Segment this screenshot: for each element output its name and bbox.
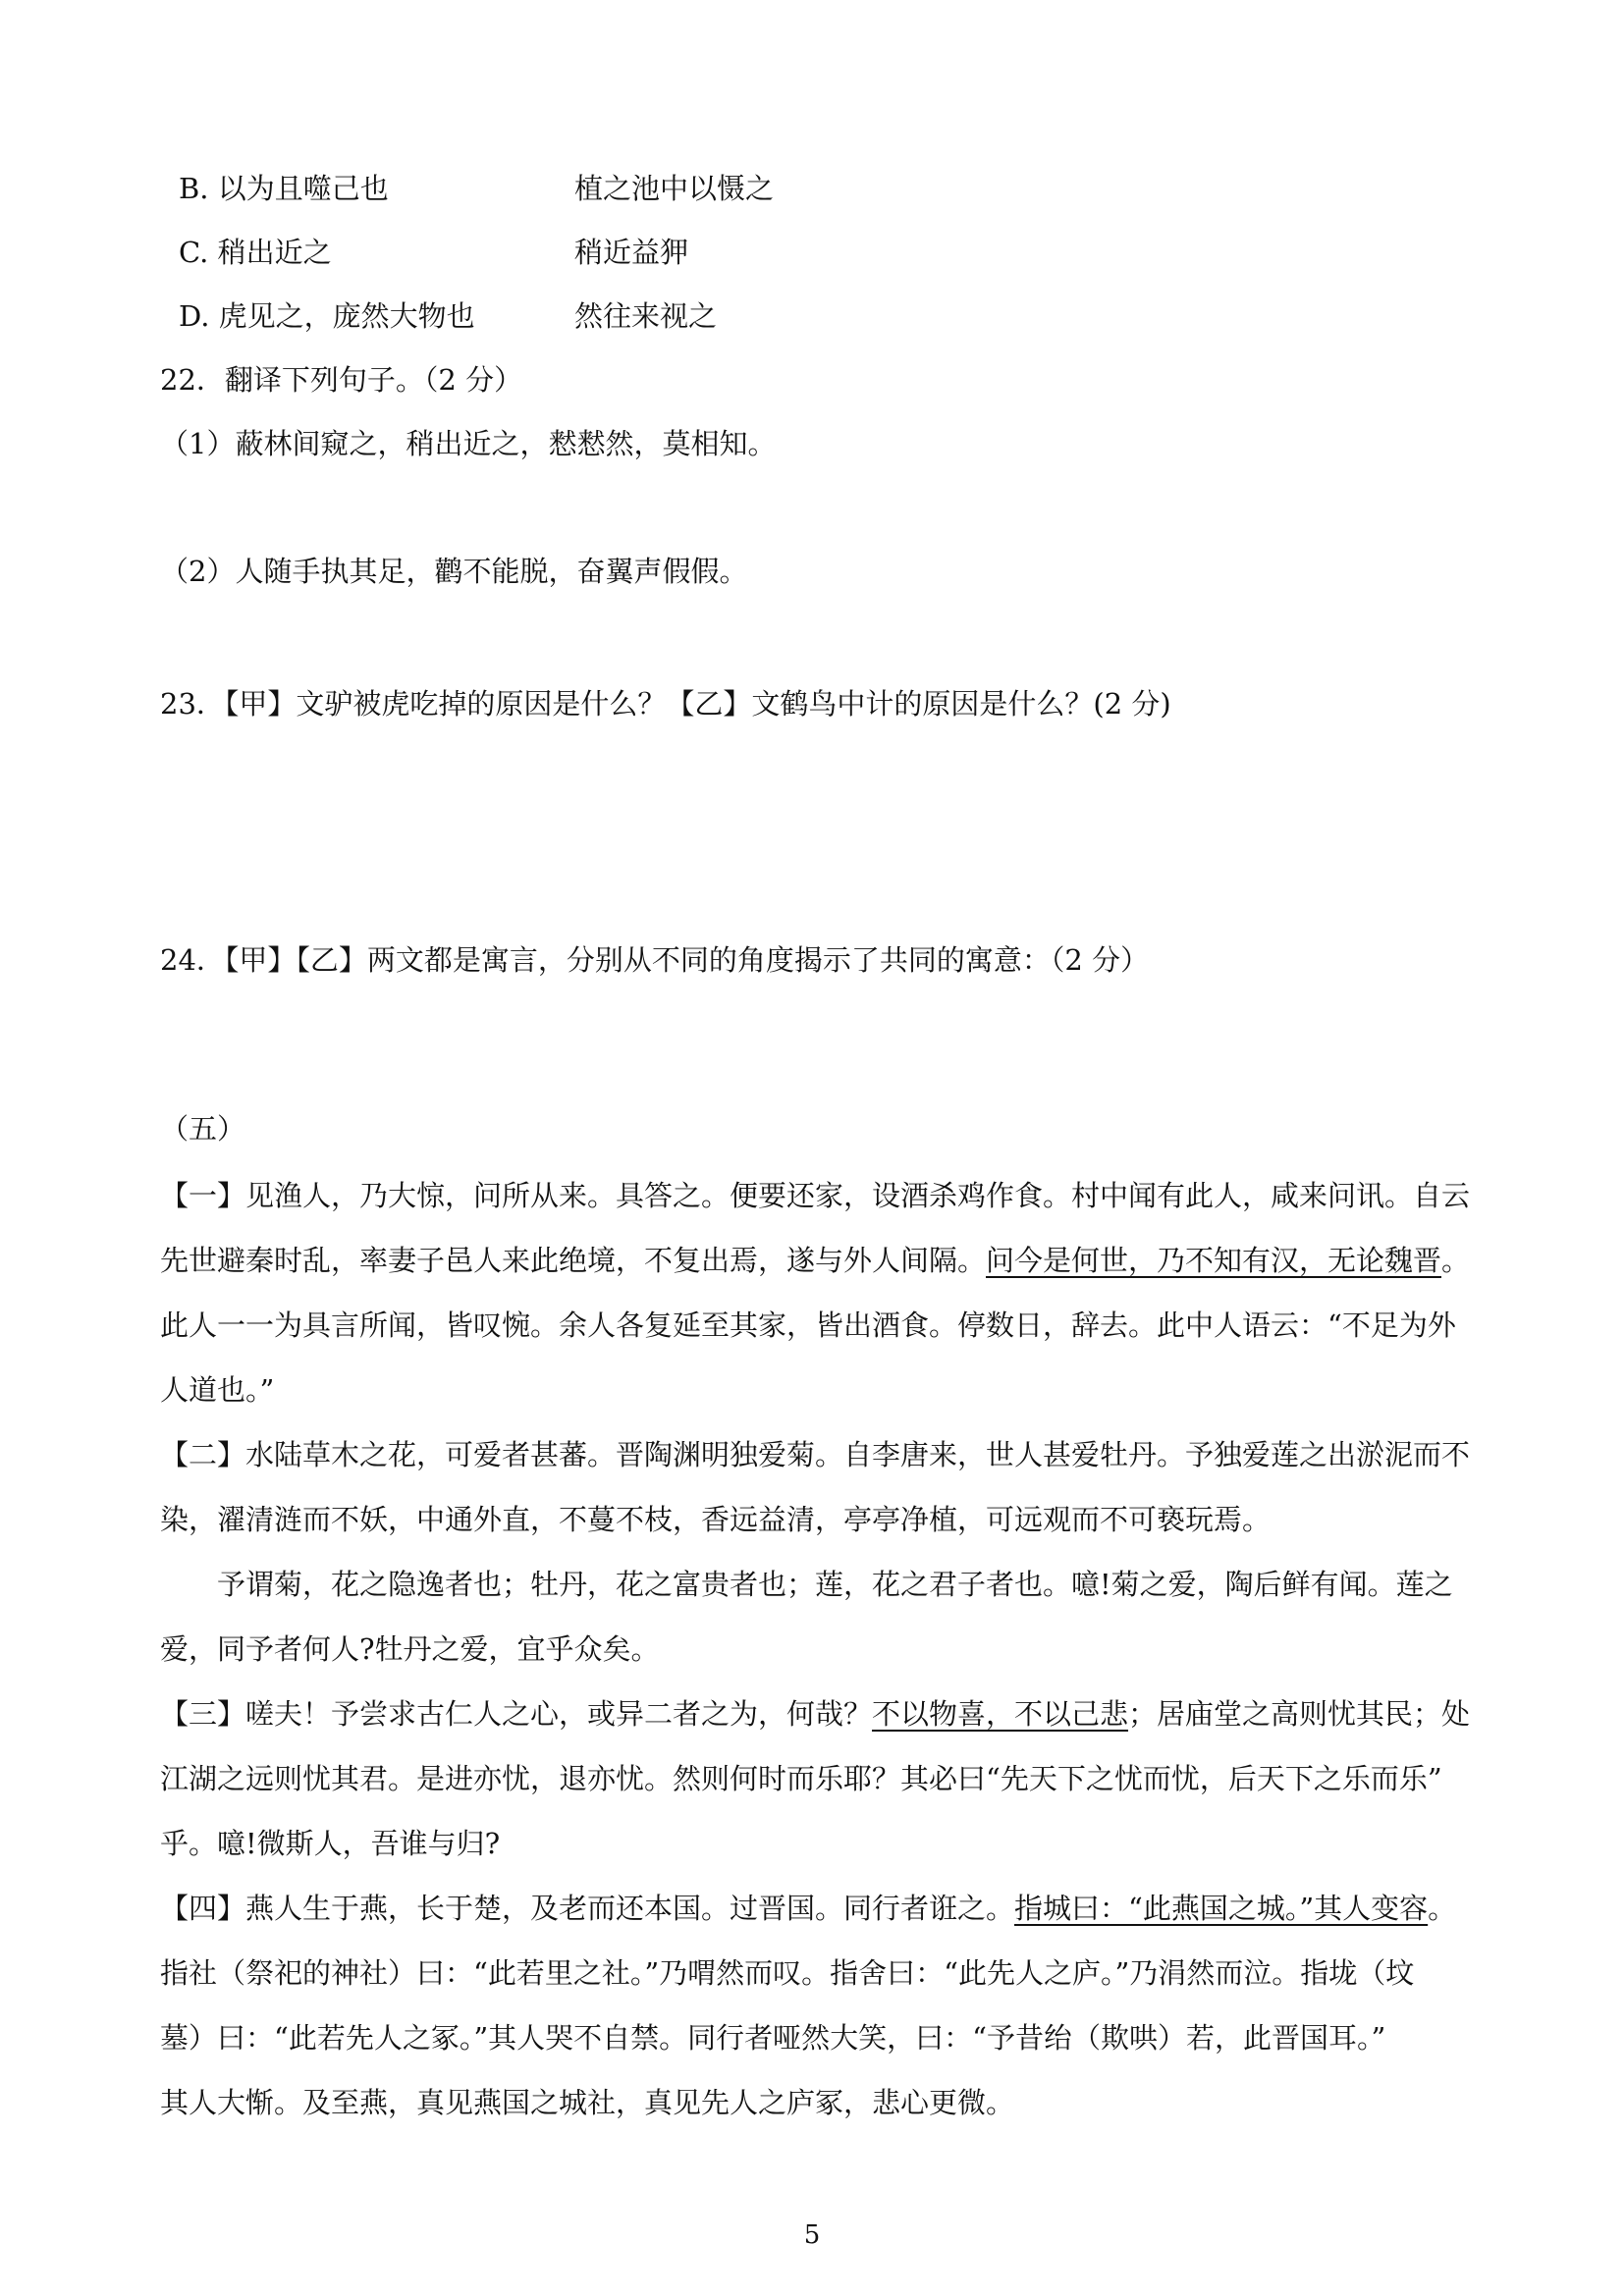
option-b-right: 植之池中以慑之 bbox=[574, 172, 775, 205]
section-5-heading: （五） bbox=[160, 1112, 246, 1146]
underlined-sentence: 指城曰：“此燕国之城。”其人变容 bbox=[1014, 1892, 1429, 1925]
question-24: 24．【甲】【乙】两文都是寓言，分别从不同的角度揭示了共同的寓意：（2 分） bbox=[160, 943, 1150, 977]
passage-1-line-2 bbox=[160, 1241, 1476, 1280]
passage-3-line-1 bbox=[160, 1694, 1476, 1734]
passage-3-text-cont: ；居庙堂之高则忧其民；处 bbox=[1128, 1697, 1471, 1731]
question-23: 23．【甲】文驴被虎吃掉的原因是什么？【乙】文鹤鸟中计的原因是什么？(2 分) bbox=[160, 687, 1171, 721]
question-22-sentence-2: （2）人随手执其足，鹳不能脱，奋翼声假假。 bbox=[160, 555, 748, 588]
passage-4-line-3: 墓）曰：“此若先人之冢。”其人哭不自禁。同行者哑然大笑，曰：“予昔绐（欺哄）若，此晋国耳。” bbox=[160, 2021, 1386, 2055]
passage-2-line-2: 染，濯清涟而不妖，中通外直，不蔓不枝，香远益清，亭亭净植，可远观而不可亵玩焉。 bbox=[160, 1503, 1272, 1536]
question-22-sentence-1: （1）蔽林间窥之，稍出近之，慭慭然，莫相知。 bbox=[160, 427, 777, 460]
option-d-right: 然往来视之 bbox=[574, 299, 718, 333]
option-c-left: C. 稍出近之 bbox=[179, 236, 332, 269]
passage-1-line-4: 人道也。” bbox=[160, 1373, 275, 1407]
underlined-sentence: 问今是何世，乃不知有汉，无论魏晋 bbox=[986, 1244, 1442, 1277]
passage-3-line-2: 江湖之远则忧其君。是进亦忧，退亦忧。然则何时而乐耶？其必曰“先天下之忧而忧，后天下之乐而乐” bbox=[160, 1762, 1442, 1795]
passage-1-line-1: 【一】见渔人，乃大惊，问所从来。具答之。便要还家，设酒杀鸡作食。村中闻有此人，咸来问讯。自云 bbox=[160, 1179, 1471, 1212]
punctuation: 。 bbox=[1428, 1892, 1457, 1925]
option-d-left: D. 虎见之，庞然大物也 bbox=[179, 299, 475, 333]
passage-3-text: 【三】嗟夫！予尝求古仁人之心，或异二者之为，何哉？ bbox=[160, 1697, 873, 1731]
page-number: 5 bbox=[803, 2220, 821, 2250]
passage-2-line-4: 爱，同予者何人?牡丹之爱，宜乎众矣。 bbox=[160, 1632, 660, 1666]
passage-3-line-3: 乎。噫!微斯人，吾谁与归? bbox=[160, 1827, 501, 1860]
punctuation: 。 bbox=[1441, 1244, 1471, 1277]
underlined-sentence: 不以物喜，不以己悲 bbox=[872, 1697, 1129, 1731]
passage-4-text: 【四】燕人生于燕，长于楚，及老而还本国。过晋国。同行者诳之。 bbox=[160, 1892, 1015, 1925]
option-c-right: 稍近益狎 bbox=[574, 236, 689, 269]
passage-4-line-2: 指社（祭祀的神社）曰：“此若里之社。”乃喟然而叹。指舍曰：“此先人之庐。”乃涓然而泣。指垅（坟 bbox=[160, 1956, 1415, 1990]
passage-4-line-1 bbox=[160, 1889, 1476, 1928]
passage-1-line-3: 此人一一为具言所闻，皆叹惋。余人各复延至其家，皆出酒食。停数日，辞去。此中人语云：“不足为外 bbox=[160, 1308, 1456, 1342]
passage-4-line-4: 其人大惭。及至燕，真见燕国之城社，真见先人之庐冢，悲心更微。 bbox=[160, 2086, 1015, 2119]
passage-1-text: 先世避秦时乱，率妻子邑人来此绝境，不复出焉，遂与外人间隔。 bbox=[160, 1244, 987, 1277]
question-22-title: 22．翻译下列句子。（2 分） bbox=[160, 363, 523, 397]
passage-2-line-3: 予谓菊，花之隐逸者也；牡丹，花之富贵者也；莲，花之君子者也。噫!菊之爱，陶后鲜有闻。莲之 bbox=[217, 1568, 1453, 1601]
option-b-left: B. 以为且噬己也 bbox=[179, 172, 389, 205]
passage-2-line-1: 【二】水陆草木之花，可爱者甚蕃。晋陶渊明独爱菊。自李唐来，世人甚爱牡丹。予独爱莲之出淤泥而不 bbox=[160, 1438, 1471, 1471]
